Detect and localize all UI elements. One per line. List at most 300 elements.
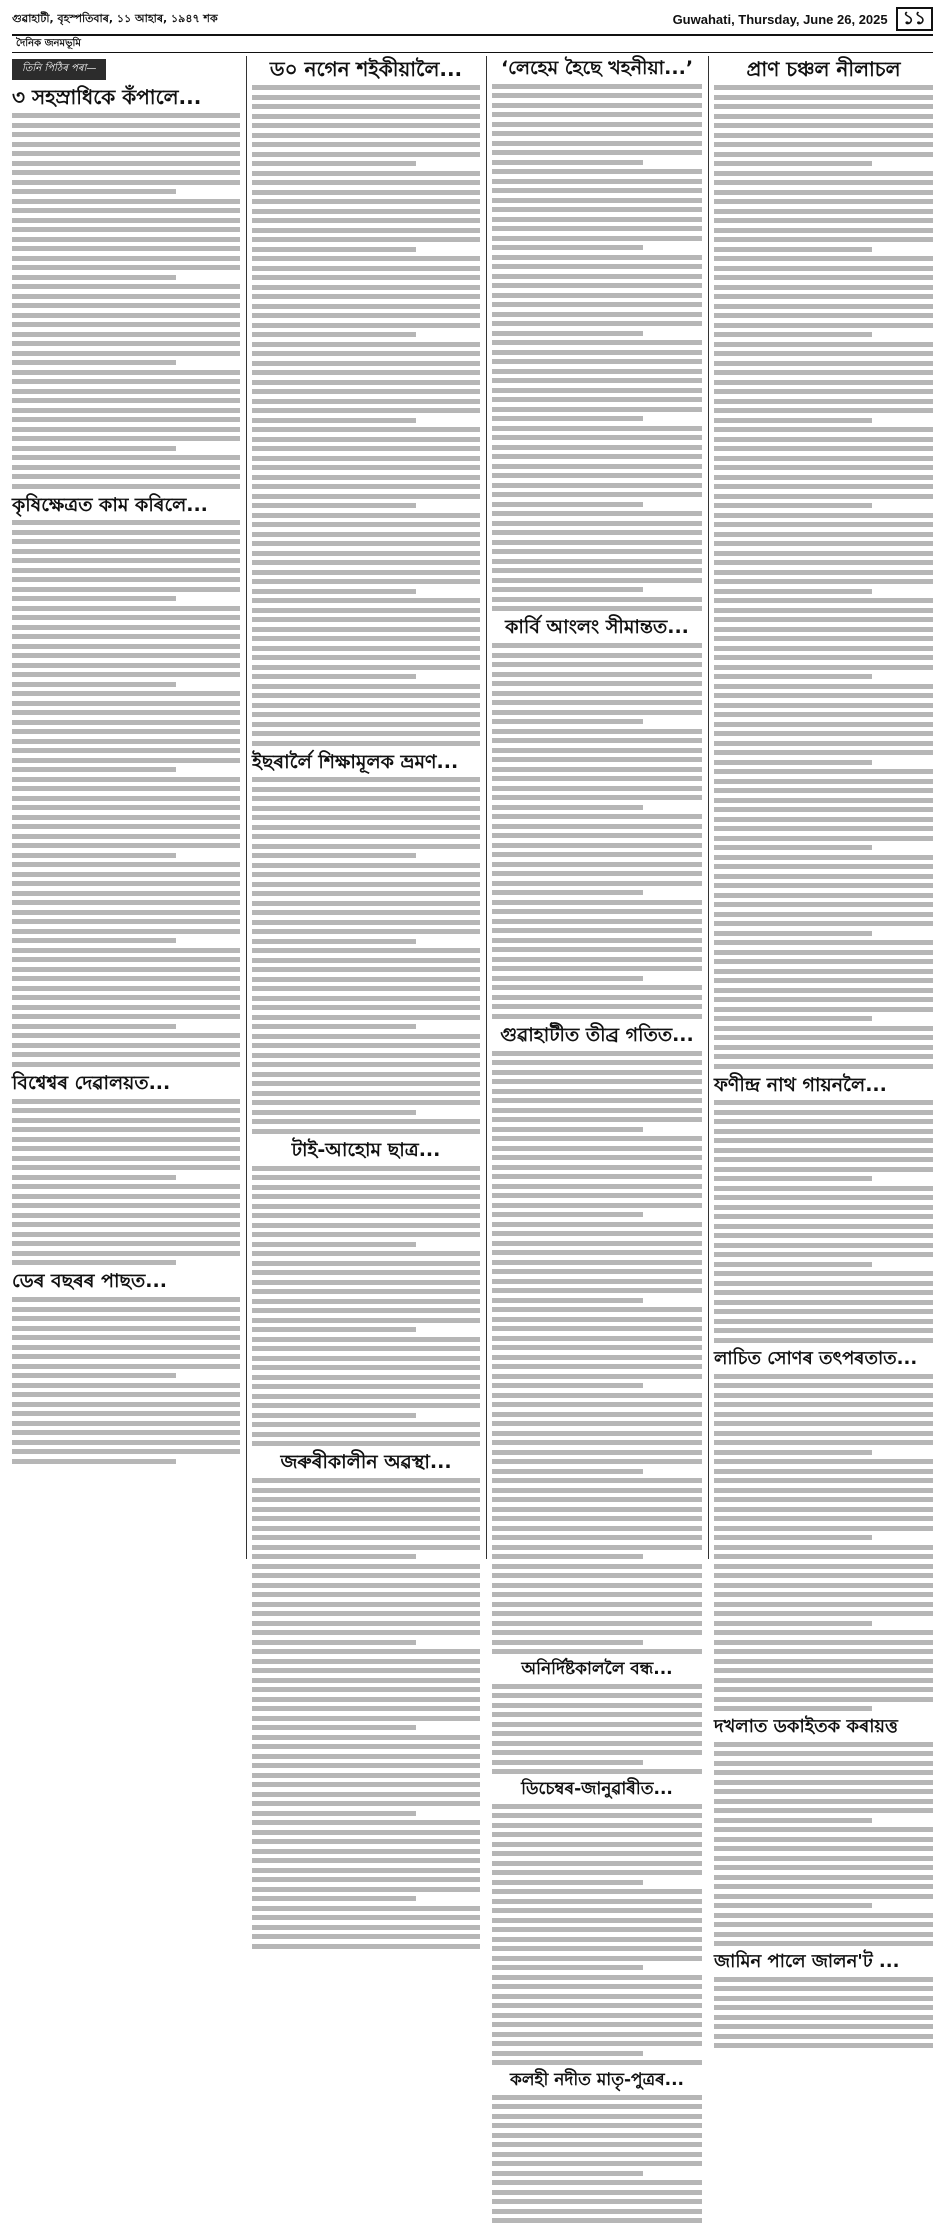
text-line: [12, 1430, 240, 1435]
text-line: [492, 900, 702, 905]
article-text: [252, 777, 480, 1134]
text-line: [714, 1996, 933, 2001]
text-line: [252, 703, 480, 708]
headline-s12: অনিৰ্দিষ্টকাললৈ বন্ধ...: [521, 1659, 673, 1680]
text-line: [714, 788, 933, 793]
text-line: [714, 437, 933, 442]
text-line: [252, 1432, 480, 1437]
text-line: [12, 577, 240, 582]
article-text: [714, 85, 933, 1069]
story-5: [252, 58, 480, 746]
text-line: [714, 275, 933, 280]
text-line: [714, 2005, 933, 2010]
text-line: [12, 948, 240, 953]
text-line: [252, 503, 416, 508]
text-line: [714, 266, 933, 271]
text-line: [12, 625, 240, 630]
text-line: [492, 84, 702, 89]
text-line: [714, 247, 872, 252]
story-2: [12, 495, 240, 1067]
text-line: [252, 551, 480, 556]
text-line: [252, 313, 480, 318]
text-line: [492, 198, 702, 203]
text-line: [252, 418, 416, 423]
text-line: [492, 587, 643, 592]
text-line: [492, 1412, 702, 1417]
text-line: [714, 1319, 933, 1324]
text-line: [12, 427, 240, 432]
text-line: [252, 1887, 480, 1892]
text-line: [714, 1770, 933, 1775]
text-line: [252, 1858, 480, 1863]
text-line: [12, 929, 240, 934]
text-line: [492, 559, 702, 564]
text-line: [252, 323, 480, 328]
text-line: [714, 864, 933, 869]
text-line: [714, 1913, 933, 1918]
text-line: [714, 1338, 933, 1343]
text-line: [714, 1290, 933, 1295]
text-line: [12, 151, 240, 156]
text-line: [252, 1346, 480, 1351]
text-line: [492, 160, 643, 165]
text-line: [492, 776, 702, 781]
text-line: [492, 407, 702, 412]
text-line: [252, 731, 480, 736]
column-3: [492, 56, 702, 2091]
text-line: [714, 1176, 872, 1181]
text-line: [252, 1100, 480, 1105]
text-line: [12, 199, 240, 204]
text-line: [252, 920, 480, 925]
headline-s13: ডিচেম্বৰ-জানুৱাৰীত...: [521, 1779, 673, 1800]
text-line: [492, 283, 702, 288]
text-line: [252, 522, 480, 527]
text-line: [492, 1478, 702, 1483]
text-line: [12, 606, 240, 611]
text-line: [714, 665, 933, 670]
text-line: [714, 959, 933, 964]
headline-s18: দখলাত ডকাইতক কৰায়ত্ত: [714, 1716, 898, 1738]
text-line: [714, 237, 933, 242]
text-line: [252, 1053, 480, 1058]
text-line: [492, 1823, 702, 1828]
text-line: [12, 1326, 240, 1331]
text-line: [492, 662, 702, 667]
text-line: [714, 750, 933, 755]
text-line: [714, 570, 933, 575]
story-7: [252, 1140, 480, 1446]
text-line: [492, 1193, 702, 1198]
text-line: [12, 853, 176, 858]
text-line: [714, 1374, 933, 1379]
text-line: [12, 862, 240, 867]
text-line: [12, 1222, 240, 1227]
text-line: [492, 1108, 702, 1113]
text-line: [12, 1127, 240, 1132]
text-line: [492, 1535, 702, 1540]
text-line: [714, 693, 933, 698]
text-line: [12, 1213, 240, 1218]
text-line: [714, 1328, 933, 1333]
text-line: [252, 1925, 480, 1930]
text-line: [492, 2051, 643, 2056]
story-18: [714, 1717, 933, 1946]
text-line: [252, 1573, 480, 1578]
text-line: [12, 1440, 240, 1445]
text-line: [714, 646, 933, 651]
text-line: [12, 1354, 240, 1359]
text-line: [252, 1497, 480, 1502]
text-line: [12, 123, 240, 128]
text-line: [12, 294, 240, 299]
text-line: [252, 1687, 480, 1692]
text-line: [492, 1750, 702, 1755]
story-11: [492, 1025, 702, 1654]
text-line: [714, 1138, 933, 1143]
text-line: [12, 398, 240, 403]
text-line: [252, 1896, 416, 1901]
text-line: [252, 380, 480, 385]
text-line: [492, 1870, 702, 1875]
text-line: [12, 824, 240, 829]
text-line: [714, 969, 933, 974]
text-line: [714, 484, 933, 489]
text-line: [492, 862, 702, 867]
text-line: [252, 1716, 480, 1721]
text-line: [714, 1119, 933, 1124]
text-line: [714, 104, 933, 109]
text-line: [12, 910, 240, 915]
text-line: [492, 1722, 702, 1727]
story-15: [714, 58, 933, 1069]
text-line: [12, 701, 240, 706]
text-line: [492, 1241, 702, 1246]
text-line: [492, 454, 702, 459]
text-line: [714, 950, 933, 955]
text-line: [714, 199, 933, 204]
text-line: [12, 587, 240, 592]
text-line: [252, 1251, 480, 1256]
text-line: [12, 520, 240, 525]
text-line: [714, 503, 872, 508]
text-line: [12, 408, 240, 413]
text-line: [714, 608, 933, 613]
text-line: [714, 1271, 933, 1276]
text-line: [492, 150, 702, 155]
text-line: [492, 93, 702, 98]
text-line: [714, 1697, 933, 1702]
text-line: [492, 340, 702, 345]
text-line: [492, 2161, 702, 2166]
text-line: [12, 1316, 240, 1321]
text-line: [714, 1554, 933, 1559]
text-line: [252, 1915, 480, 1920]
text-line: [12, 558, 240, 563]
english-dateline: Guwahati, Thursday, June 26, 2025: [672, 11, 888, 27]
text-line: [492, 1545, 702, 1550]
text-line: [492, 824, 702, 829]
text-line: [252, 1166, 480, 1171]
text-line: [714, 133, 933, 138]
story-14: [492, 2071, 702, 2223]
text-line: [252, 256, 480, 261]
text-line: [252, 655, 480, 660]
text-line: [252, 796, 480, 801]
text-line: [252, 152, 480, 157]
text-line: [252, 1602, 480, 1607]
text-line: [252, 1630, 480, 1635]
text-line: [492, 909, 702, 914]
text-line: [714, 541, 933, 546]
text-line: [714, 361, 933, 366]
text-line: [12, 379, 240, 384]
text-line: [12, 796, 240, 801]
text-line: [492, 169, 702, 174]
text-line: [492, 1212, 643, 1217]
text-line: [714, 494, 933, 499]
text-line: [252, 1422, 480, 1427]
text-line: [252, 929, 480, 934]
text-line: [714, 1837, 933, 1842]
text-line: [252, 1820, 480, 1825]
text-line: [492, 653, 702, 658]
text-line: [492, 1693, 702, 1698]
headline-s15: প্ৰাণ চঞ্চল নীলাচল: [746, 57, 901, 81]
text-line: [12, 474, 240, 479]
text-line: [252, 133, 480, 138]
text-line: [714, 1903, 872, 1908]
text-line: [252, 1081, 480, 1086]
text-line: [492, 1880, 643, 1885]
text-line: [252, 123, 480, 128]
text-line: [714, 418, 872, 423]
text-line: [12, 1449, 240, 1454]
text-line: [714, 1383, 933, 1388]
text-line: [714, 760, 872, 765]
headline-s3: বিশ্বেশ্বৰ দেৱালয়ত...: [12, 1071, 171, 1094]
text-line: [252, 1792, 480, 1797]
article-text: [12, 1099, 240, 1266]
text-line: [252, 1327, 416, 1332]
text-line: [12, 256, 240, 261]
text-line: [492, 1098, 702, 1103]
text-line: [252, 494, 480, 499]
text-line: [252, 1223, 480, 1228]
text-line: [492, 226, 702, 231]
text-line: [492, 1146, 702, 1151]
text-line: [12, 682, 176, 687]
text-line: [492, 2032, 702, 2037]
text-line: [252, 1773, 480, 1778]
text-line: [252, 1535, 480, 1540]
text-line: [714, 532, 933, 537]
text-line: [492, 947, 702, 952]
text-line: [714, 1573, 933, 1578]
text-line: [492, 1014, 702, 1019]
text-line: [714, 351, 933, 356]
text-line: [492, 1184, 702, 1189]
text-line: [492, 1984, 702, 1989]
headline-s19: জামিন পালে জালন'ট ...: [714, 1951, 900, 1973]
text-line: [492, 1383, 643, 1388]
text-line: [252, 1782, 480, 1787]
text-line: [252, 1242, 416, 1247]
text-line: [492, 236, 702, 241]
text-line: [714, 1780, 933, 1785]
text-line: [12, 1165, 240, 1170]
text-line: [12, 786, 240, 791]
text-line: [492, 738, 702, 743]
text-line: [492, 578, 702, 583]
text-line: [252, 967, 480, 972]
text-line: [12, 1402, 240, 1407]
text-line: [492, 1155, 702, 1160]
text-line: [12, 748, 240, 753]
text-line: [714, 161, 872, 166]
text-line: [714, 1799, 933, 1804]
text-line: [492, 388, 702, 393]
text-line: [252, 114, 480, 119]
text-line: [12, 1392, 240, 1397]
text-line: [492, 1640, 643, 1645]
text-line: [714, 703, 933, 708]
text-line: [252, 684, 480, 689]
text-line: [714, 883, 933, 888]
text-line: [714, 1827, 933, 1832]
text-line: [252, 1072, 480, 1077]
text-line: [252, 939, 416, 944]
text-line: [12, 237, 240, 242]
text-line: [492, 1203, 702, 1208]
text-line: [714, 1054, 933, 1059]
text-line: [714, 1932, 933, 1937]
text-line: [12, 739, 240, 744]
text-line: [492, 1851, 702, 1856]
text-line: [714, 836, 933, 841]
text-line: [252, 332, 416, 337]
text-line: [714, 1875, 933, 1880]
text-line: [252, 85, 480, 90]
text-line: [492, 2199, 702, 2204]
text-line: [714, 1148, 933, 1153]
text-line: [492, 2095, 702, 2100]
text-line: [714, 1640, 933, 1645]
text-line: [252, 142, 480, 147]
text-line: [12, 691, 240, 696]
text-line: [714, 845, 872, 850]
text-line: [714, 152, 933, 157]
text-line: [252, 1034, 480, 1039]
text-line: [12, 1241, 240, 1246]
text-line: [714, 1488, 933, 1493]
text-line: [492, 1842, 702, 1847]
story-4: [12, 1271, 240, 1463]
text-line: [714, 1026, 933, 1031]
text-line: [714, 2015, 933, 2020]
text-line: [492, 2123, 702, 2128]
text-line: [492, 264, 702, 269]
text-line: [252, 1299, 480, 1304]
text-line: [492, 1583, 702, 1588]
text-line: [12, 303, 240, 308]
text-line: [714, 712, 933, 717]
text-line: [714, 997, 933, 1002]
text-line: [492, 833, 702, 838]
text-line: [492, 1908, 702, 1913]
text-line: [714, 228, 933, 233]
text-line: [252, 541, 480, 546]
text-line: [714, 1262, 872, 1267]
text-line: [714, 560, 933, 565]
text-line: [714, 475, 933, 480]
text-line: [252, 1413, 416, 1418]
text-line: [714, 380, 933, 385]
text-line: [252, 1110, 416, 1115]
text-line: [714, 722, 933, 727]
article-text: [492, 2095, 702, 2223]
text-line: [252, 1754, 480, 1759]
text-line: [714, 1649, 933, 1654]
text-line: [714, 1100, 933, 1105]
text-line: [252, 1024, 416, 1029]
text-line: [12, 1459, 176, 1464]
text-line: [714, 1630, 933, 1635]
text-line: [714, 826, 933, 831]
text-line: [492, 1222, 702, 1227]
text-line: [12, 843, 240, 848]
text-line: [714, 1214, 933, 1219]
text-line: [252, 351, 480, 356]
text-line: [252, 1394, 480, 1399]
text-line: [714, 1894, 933, 1899]
text-line: [492, 1288, 702, 1293]
text-line: [252, 1261, 480, 1266]
text-line: [492, 1136, 702, 1141]
story-1: [12, 86, 240, 489]
text-line: [492, 1307, 702, 1312]
text-line: [492, 1459, 702, 1464]
text-line: [714, 1602, 933, 1607]
text-line: [12, 265, 240, 270]
text-line: [714, 1421, 933, 1426]
text-line: [12, 644, 240, 649]
headline-s6: ইছৰাৰ্লৈ শিক্ষামূলক ভ্ৰমণ...: [252, 750, 459, 773]
text-line: [714, 1224, 933, 1229]
text-line: [492, 2142, 702, 2147]
text-line: [252, 853, 416, 858]
text-line: [12, 218, 240, 223]
text-line: [12, 938, 176, 943]
text-line: [252, 199, 480, 204]
text-line: [492, 919, 702, 924]
text-line: [492, 2104, 702, 2109]
text-line: [492, 1526, 702, 1531]
text-line: [492, 985, 702, 990]
text-line: [714, 1450, 872, 1455]
text-line: [252, 1668, 480, 1673]
text-line: [492, 122, 702, 127]
text-line: [714, 209, 933, 214]
text-line: [714, 456, 933, 461]
text-line: [252, 304, 480, 309]
text-line: [492, 1393, 702, 1398]
headline-s5: ড০ নগেন শইকীয়ালৈ...: [269, 57, 463, 81]
text-line: [12, 446, 176, 451]
text-line: [252, 465, 480, 470]
text-line: [12, 1203, 240, 1208]
text-line: [492, 700, 702, 705]
